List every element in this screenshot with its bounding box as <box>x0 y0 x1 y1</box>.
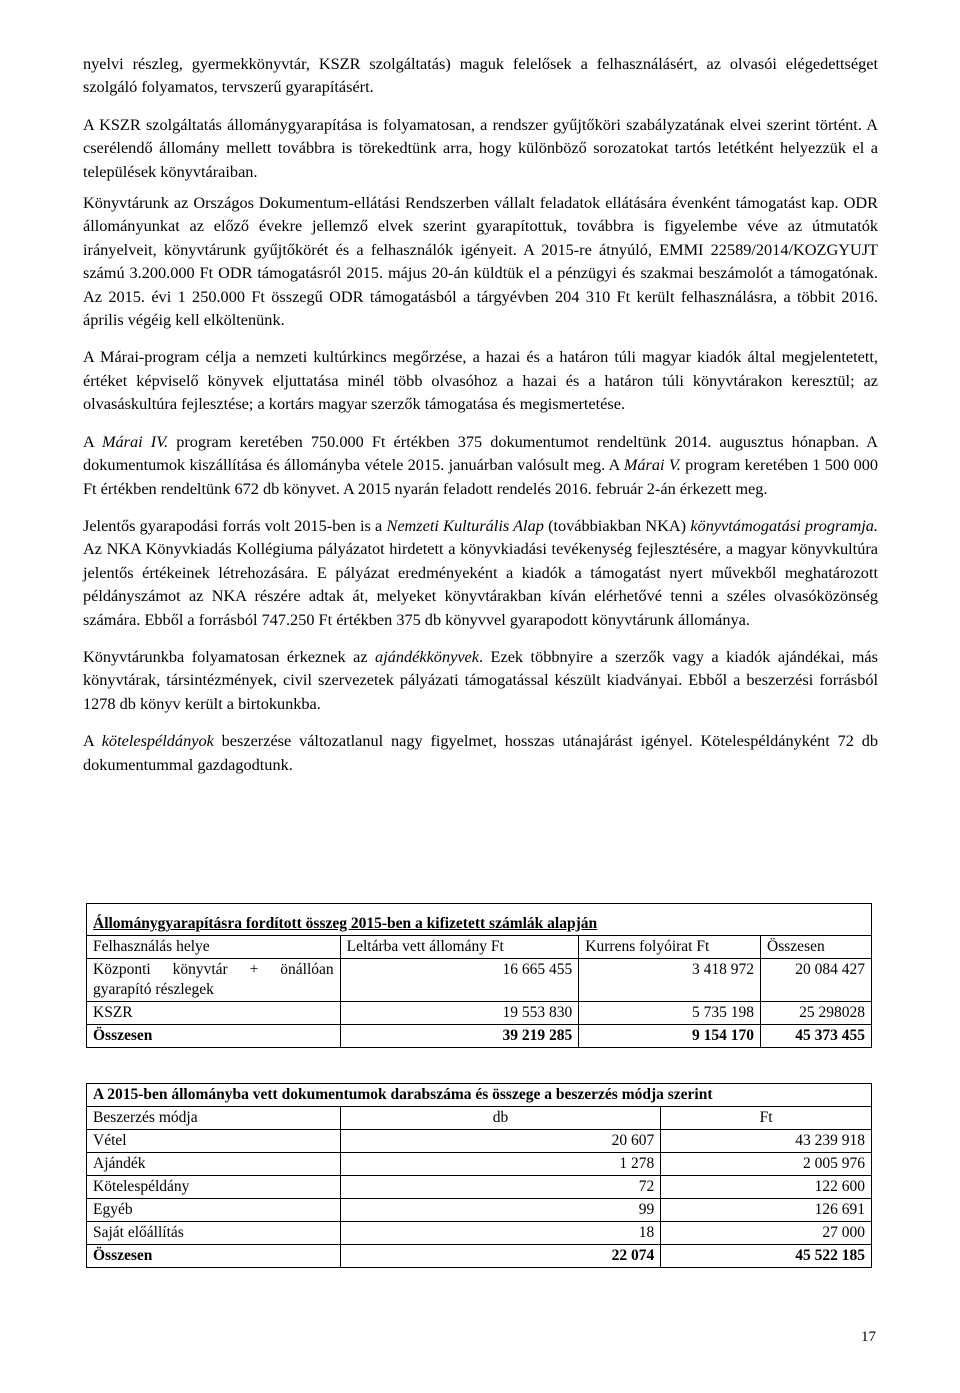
table-total-row: Összesen 39 219 285 9 154 170 45 373 455 <box>87 1025 872 1048</box>
table-total-row: Összesen 22 074 45 522 185 <box>87 1245 872 1268</box>
table-row: Saját előállítás 18 27 000 <box>87 1222 872 1245</box>
table-row: Egyéb 99 126 691 <box>87 1199 872 1222</box>
page-number: 17 <box>861 1329 876 1345</box>
acquisition-method-table <box>86 1083 872 1268</box>
table-header-row: Beszerzés módja db Ft <box>87 1107 872 1130</box>
table-header-row: Felhasználás helye Leltárba vett állomány Ft Kurrens folyóirat Ft Összesen <box>87 936 872 959</box>
acquisition-cost-table <box>86 903 872 1048</box>
paragraph: A Márai-program célja a nemzeti kultúrkincs megőrzése, a hazai és a határon túli magyar kiadók által megjelentetett, értéket képviselő könyvek eljuttatása minél több olvasóhoz a hazai és a határon túli könyvtárakon keresztül; az olvasáskultúra fejlesztése; a kortárs magyar szerzők támogatása és megismertetése. <box>83 347 878 414</box>
paragraph: A Márai IV. program keretében 750.000 Ft értékben 375 dokumentumot rendeltünk 2014. augusztus hónapban. A dokumentumok kiszállítása és állományba vétele 2015. januárban valósult meg. A Márai V. program keretében 1 500 000 Ft értékben rendeltünk 672 db könyvet. A 2015 nyarán feladott rendelés 2016. február 2-án érkezett meg. <box>83 431 878 498</box>
table-row: Központi könyvtár + önállóan gyarapító részlegek 16 665 455 3 418 972 20 084 427 <box>87 959 872 1002</box>
table-title: A 2015-ben állományba vett dokumentumok darabszáma és összege a beszerzés módja szerint <box>87 1084 872 1107</box>
table-row: Kötelespéldány 72 122 600 <box>87 1176 872 1199</box>
paragraph: Könyvtárunk az Országos Dokumentum-ellátási Rendszerben vállalt feladatok ellátására évenként támogatást kap. ODR állományunkat az előző évekre jellemző elvek szerint gyarapítottuk, továbbra is figyelembe véve az útmutatók irányelveit, könyvtárunk gyűjtőkörét és a felhasználók igényeit. A 2015-re átnyúló, EMMI 22589/2014/KOZGYUJT számú 3.200.000 Ft ODR támogatásról 2015. május 20-án küldtük el a pénzügyi és szakmai beszámolót a támogatónak. Az 2015. évi 1 250.000 Ft összegű ODR támogatásból a tárgyévben 204 310 Ft került felhasználásra, a többit 2016. április végéig kell elköltenünk. <box>83 193 878 330</box>
table-row: Ajándék 1 278 2 005 976 <box>87 1153 872 1176</box>
paragraph: Könyvtárunkba folyamatosan érkeznek az ajándékkönyvek. Ezek többnyire a szerzők vagy a kiadók ajándékai, más könyvtárak, társintézmények, civil szervezetek pályázati támogatással készült kiadványai. Ebből a beszerzési forrásból 1278 db könyv került a birtokunkba. <box>83 646 878 713</box>
paragraph: Jelentős gyarapodási forrás volt 2015-ben is a Nemzeti Kulturális Alap (továbbiakban NKA) könyvtámogatási programja. Az NKA Könyvkiadás Kollégiuma pályázatot hirdetett a könyvkiadási tevékenység fejlesztésére, a magyar könyvkultúra jelentős értékeinek létrehozására. E pályázat eredményeként a kiadók a támogatást nyert művekből meghatározott példányszámot az NKA részére adtak át, melyeket könyvtárakban kíván elérhetővé tenni a széles olvasóközönség számára. Ebből a forrásból 747.250 Ft értékben 375 db könyvvel gyarapodott könyvtárunk állománya. <box>83 515 878 629</box>
table-row: Vétel 20 607 43 239 918 <box>87 1130 872 1153</box>
table-row: KSZR 19 553 830 5 735 198 25 298028 <box>87 1002 872 1025</box>
document-body <box>83 52 878 790</box>
paragraph: A kötelespéldányok beszerzése változatlanul nagy figyelmet, hosszas utánajárást igényel. Kötelespéldányként 72 db dokumentummal gazdagodtunk. <box>83 731 879 774</box>
table-title: Állománygyarapításra fordított összeg 2015-ben a kifizetett számlák alapján <box>87 904 872 936</box>
paragraph: nyelvi részleg, gyermekkönyvtár, KSZR szolgáltatás) maguk felelősek a felhasználásért, az olvasói elégedettséget szolgáló folyamatos, tervszerű gyarapításért. <box>83 54 878 97</box>
paragraph: A KSZR szolgáltatás állománygyarapítása is folyamatosan, a rendszer gyűjtőköri szabályzatának elvei szerint történt. A cserélendő állomány mellett továbbra is törekedtünk arra, hogy különböző sorozatokat tartós letétként helyezzük el a települések könyvtáraiban. <box>83 114 878 181</box>
